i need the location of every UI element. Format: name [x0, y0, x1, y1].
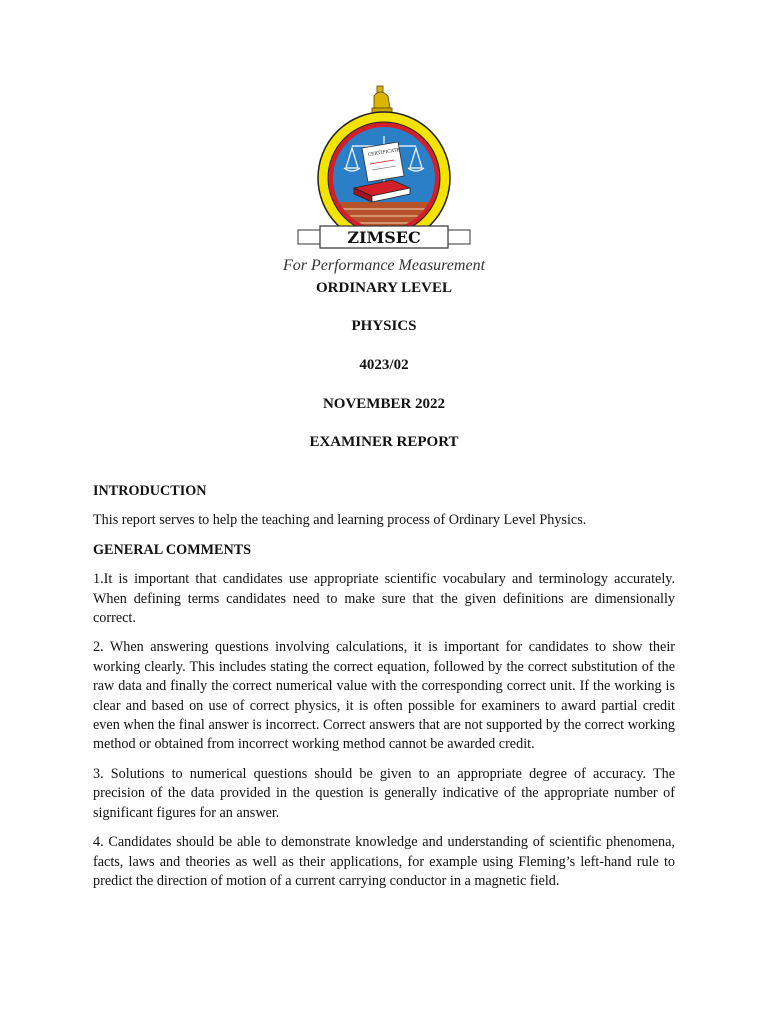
subject-title: PHYSICS	[351, 318, 417, 334]
bird-icon	[372, 86, 392, 113]
comment-item-4: 4. Candidates should be able to demonstrate knowledge and understanding of scientific phenomena, facts, laws and theories as well as their applications, for example using Fleming’s left-hand rule to predict the direction of motion of a current carrying conductor in a magnetic field.	[93, 834, 675, 889]
comment-item-1: 1.It is important that candidates use appropriate scientific vocabulary and terminology accurately. When defining terms candidates need to make sure that the given definitions are dimensionally correct.	[93, 571, 675, 627]
zimsec-emblem-icon	[294, 84, 474, 262]
report-title: EXAMINER REPORT	[309, 434, 459, 450]
certificate-label: CERTIFICATE	[367, 147, 401, 158]
paper-code: 4023/02	[359, 357, 409, 373]
zimsec-logo	[0, 84, 768, 262]
tagline: For Performance Measurement	[282, 257, 486, 274]
zimsec-name-label: ZIMSEC	[347, 228, 421, 247]
name-banner	[298, 226, 470, 248]
report-body	[93, 482, 675, 891]
introduction-heading: INTRODUCTION	[93, 483, 207, 499]
introduction-text: This report serves to help the teaching and learning process of Ordinary Level Physics.	[93, 512, 587, 529]
general-comments-heading: GENERAL COMMENTS	[93, 541, 252, 558]
comment-item-2: 2. When answering questions involving calculations, it is important for candidates to show their working clearly. This includes stating the correct equation, followed by the correct substitution of the raw data and finally the correct numerical value with the corresponding correct unit. If the working is clear and based on use of correct physics, it is often possible for examiners to award partial credit even when the final answer is incorrect. Correct answers that are not supported by the correct working method or obtained from incorrect working method cannot be awarded credit.	[93, 639, 675, 753]
level-title: ORDINARY LEVEL	[315, 280, 453, 296]
session-title: NOVEMBER 2022	[322, 396, 446, 412]
certificate-scroll-icon	[362, 142, 404, 182]
comment-item-3: 3. Solutions to numerical questions should be given to an appropriate degree of accuracy. The precision of the data provided in the question is generally indicative of the appropriate number of significant figures for an answer.	[93, 765, 675, 821]
